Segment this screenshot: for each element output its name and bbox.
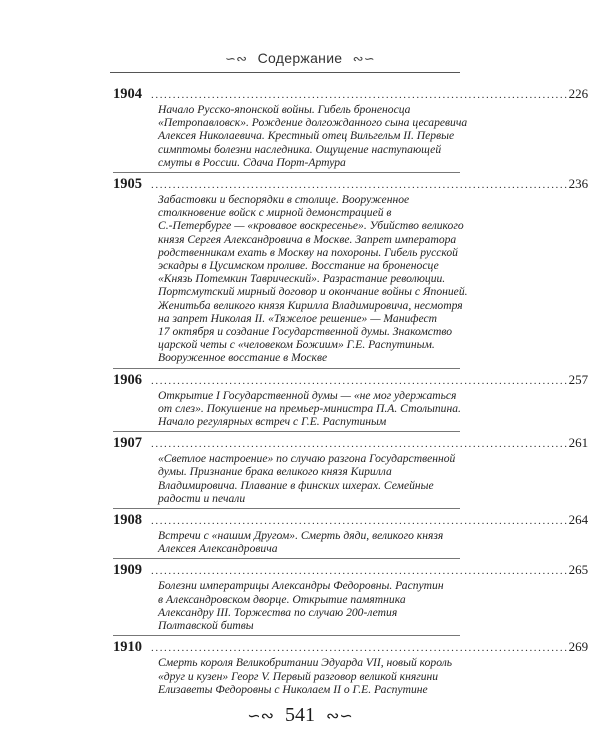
toc-entry bbox=[113, 639, 589, 696]
toc-entry bbox=[113, 86, 589, 169]
entry-year: 1904 bbox=[113, 86, 142, 102]
description-line: Елизаветы Федоровны с Николаем II о Г.Е. Распутине bbox=[158, 682, 428, 696]
description-line: Забастовки и беспорядки в столице. Вооруженное bbox=[158, 193, 410, 207]
entry-separator bbox=[113, 508, 460, 509]
description-line: симптомы болезни наследника. Ощущение наступающей bbox=[158, 142, 442, 156]
dot-leader: ................................................................................................ bbox=[151, 642, 569, 655]
description-line: князя Сергея Александровича в Москве. Запрет императора bbox=[158, 232, 457, 246]
dot-leader: ................................................................................................ bbox=[151, 374, 569, 387]
entry-separator bbox=[113, 368, 460, 369]
entry-page-number: 236 bbox=[568, 176, 589, 192]
description-line: «друг и кузен» Георг V. Первый разговор великой княгини bbox=[158, 669, 439, 683]
description-line: 17 октября и создание Государственной думы. Знакомство bbox=[158, 325, 453, 339]
entry-page-number: 257 bbox=[568, 371, 589, 387]
entry-year: 1909 bbox=[113, 562, 142, 579]
entry-description bbox=[158, 103, 468, 169]
ornament-left-icon: ∽∾ bbox=[224, 52, 248, 67]
entry-description bbox=[158, 389, 460, 429]
toc-entry-heading bbox=[113, 639, 589, 656]
entry-year: 1908 bbox=[113, 512, 142, 529]
description-line: радости и печали bbox=[158, 491, 246, 505]
toc-entry bbox=[113, 435, 589, 505]
dot-leader: ................................................................................................ bbox=[151, 438, 569, 451]
description-line: от слез». Покушение на премьер-министра П.А. Столыпина. bbox=[158, 401, 461, 415]
entry-description bbox=[158, 656, 460, 696]
entry-separator bbox=[113, 172, 460, 173]
description-line: эскадры в Цусимском проливе. Восстание на броненосце bbox=[158, 259, 439, 273]
entry-year: 1906 bbox=[113, 371, 142, 388]
toc-entry bbox=[113, 176, 589, 365]
description-line: Вооруженное восстание в Москве bbox=[158, 351, 328, 365]
toc-entry-heading bbox=[113, 512, 589, 529]
entry-year: 1907 bbox=[113, 435, 142, 452]
header-rule bbox=[110, 72, 460, 73]
footer-ornament-right-icon: ∾∽ bbox=[326, 706, 353, 725]
running-header bbox=[0, 50, 600, 67]
toc-entry-heading bbox=[113, 176, 589, 193]
header-title: Содержание bbox=[257, 50, 343, 66]
description-line: Начало регулярных встреч с Г.Е. Распутиным bbox=[158, 415, 387, 429]
toc-entry-heading bbox=[113, 86, 589, 103]
page-number: 541 bbox=[285, 704, 315, 726]
toc-entry bbox=[113, 512, 589, 556]
description-line: Открытие I Государственной думы — «не мог удержаться bbox=[158, 388, 457, 402]
footer-ornament-left-icon: ∽∾ bbox=[247, 706, 274, 725]
entry-page-number: 269 bbox=[568, 639, 589, 655]
entry-page-number: 226 bbox=[568, 86, 589, 101]
entry-separator bbox=[113, 635, 460, 636]
description-line: «Петропавловск». Рождение долгожданного сына цесаревича bbox=[158, 116, 468, 130]
description-line: родственникам ехать в Москву на похороны. Гибель русской bbox=[158, 245, 458, 259]
entry-page-number: 265 bbox=[568, 562, 589, 578]
description-line: смуты в России. Сдача Порт-Артура bbox=[158, 155, 346, 169]
dot-leader: ................................................................................................ bbox=[151, 89, 569, 101]
dot-leader: ................................................................................................ bbox=[151, 179, 569, 192]
dot-leader: ................................................................................................ bbox=[151, 515, 569, 528]
toc-entry-heading bbox=[113, 562, 589, 579]
description-line: царской четы с «человеком Божиим» Г.Е. Распутиным. bbox=[158, 338, 435, 352]
entry-description bbox=[158, 579, 460, 632]
entry-separator bbox=[113, 431, 460, 432]
description-line: Полтавской битвы bbox=[158, 619, 254, 633]
entry-separator bbox=[113, 558, 460, 559]
description-line: столкновение войск с мирной демонстрацией в bbox=[158, 206, 392, 220]
table-of-contents bbox=[113, 86, 589, 696]
ornament-right-icon: ∾∽ bbox=[352, 52, 375, 67]
description-line: Начало Русско-японской войны. Гибель броненосца bbox=[158, 103, 411, 116]
page-footer bbox=[0, 704, 600, 727]
toc-entry-heading bbox=[113, 371, 589, 389]
description-line: Владимировича. Плавание в финских шхерах. Семейные bbox=[158, 478, 434, 492]
entry-year: 1905 bbox=[113, 176, 142, 193]
description-line: Смерть короля Великобритании Эдуарда VII, новый король bbox=[158, 656, 453, 670]
entry-description bbox=[158, 193, 468, 365]
description-line: «Светлое настроение» по случаю разгона Государственной bbox=[158, 452, 456, 466]
entry-page-number: 264 bbox=[568, 512, 589, 528]
description-line: Встречи с «нашим Другом». Смерть дяди, великого князя bbox=[158, 529, 444, 543]
entry-page-number: 261 bbox=[568, 435, 589, 451]
toc-entry bbox=[113, 371, 589, 429]
description-line: С.-Петербурге — «кровавое воскресенье». Убийство великого bbox=[158, 219, 464, 233]
description-line: Портсмутский мирный договор и окончание войны с Японией. bbox=[158, 285, 468, 299]
description-line: Алексея Николаевича. Крестный отец Вильгельм II. Первые bbox=[158, 129, 455, 143]
entry-description bbox=[158, 529, 460, 555]
entry-description bbox=[158, 452, 460, 505]
description-line: Болезни императрицы Александры Федоровны. Распутин bbox=[158, 579, 444, 593]
description-line: Александру III. Торжества по случаю 200-летия bbox=[158, 605, 398, 619]
description-line: думы. Признание брака великого князя Кирилла bbox=[158, 465, 392, 479]
description-line: Женитьба великого князя Кирилла Владимировича, несмотря bbox=[158, 298, 463, 312]
entry-year: 1910 bbox=[113, 639, 142, 656]
description-line: на запрет Николая II. «Тяжелое решение» — Манифест bbox=[158, 311, 437, 325]
toc-entry-heading bbox=[113, 435, 589, 452]
description-line: в Александровском дворце. Открытие памятника bbox=[158, 592, 406, 606]
description-line: «Князь Потемкин Таврический». Разрастание революции. bbox=[158, 272, 446, 286]
description-line: Алексея Александровича bbox=[158, 542, 278, 556]
dot-leader: ................................................................................................ bbox=[151, 565, 569, 578]
toc-entry bbox=[113, 562, 589, 633]
